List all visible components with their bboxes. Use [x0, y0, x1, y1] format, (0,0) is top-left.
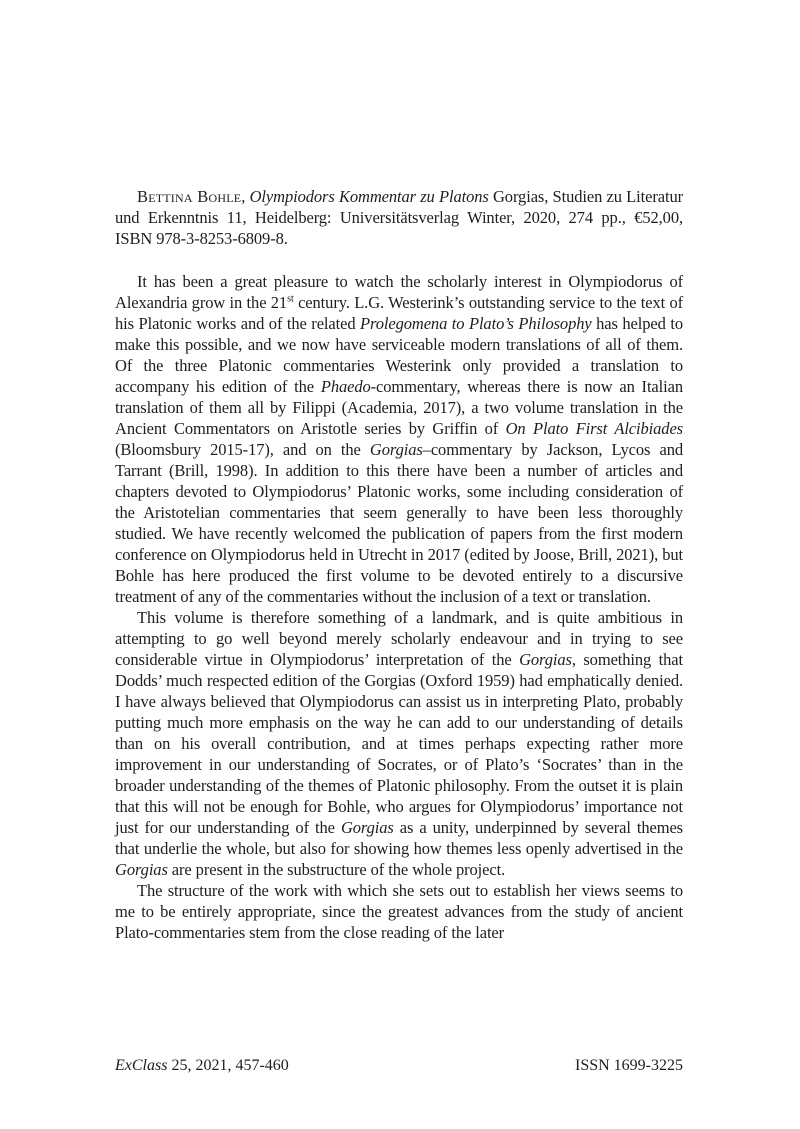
text-segment: –commentary by Jackson, Lycos and Tarrant (Brill, 1998). In addition to this there have been a number of articles and chapters devoted to Olympiodorus’ Platonic works, some including consideration of the Aristotelian commentaries that seem generally to have been less thoroughly studied. We have recently welcomed the publication of papers from the first modern conference on Olympiodorus held in Utrecht in 2017 (edited by Joose, Brill, 2021), but Bohle has here produced the first volume to be devoted entirely to a discursive treatment of any of the commentaries without the inclusion of a text or translation.	[115, 440, 683, 606]
journal-reference	[115, 1055, 289, 1076]
paragraph	[115, 607, 683, 880]
paragraph	[115, 271, 683, 607]
book-citation	[115, 186, 683, 249]
text-segment: as a unity, underpinned by several themes that underlie the whole, but also for showing how themes less openly advertised in the	[115, 818, 684, 858]
text-segment: , something that Dodds’ much respected edition of the Gorgias (Oxford 1959) had emphatically denied. I have always believed that Olympiodorus can assist us in interpreting Plato, probably putting much more emphasis on the way he can add to our understanding of details than on his overall contribution, and at times perhaps expecting rather more improvement in our understanding of Socrates, or of Plato’s ‘Socrates’ than in the broader understanding of the themes of Platonic philosophy. From the outset it is plain that this will not be enough for Bohle, who argues for Olympiodorus’ importance not just for our understanding of the	[115, 650, 684, 837]
text-segment: 25, 2021, 457-460	[167, 1057, 289, 1074]
page-footer	[115, 1055, 683, 1076]
text-column	[115, 186, 683, 943]
text-segment: Gorgias	[369, 440, 423, 459]
paragraph	[115, 880, 683, 943]
review-body	[115, 271, 683, 943]
text-segment: ExClass	[115, 1057, 168, 1074]
text-segment: The structure of the work with which she sets out to establish her views seems to me to be entirely appropriate, since the greatest advances from the study of ancient Plato-commentaries stem from the close reading of the later	[115, 881, 683, 942]
text-segment: has helped to make this possible, and we now have serviceable modern translations of all of them. Of the three Platonic commentaries Westerink only provided a translation to accompany his edition of the	[115, 314, 683, 396]
text-segment: Bettina Bohle	[137, 187, 242, 206]
text-segment: It has been a great pleasure to watch the scholarly interest in Olympiodorus of Alexandria grow in the 21	[115, 272, 683, 312]
text-segment: century. L.G. Westerink’s outstanding service to the text of his Platonic works and of the related	[115, 293, 684, 333]
text-segment: On Plato First Alcibiades	[505, 419, 683, 438]
text-segment: Gorgias	[115, 860, 168, 879]
text-segment: Gorgias	[340, 818, 394, 837]
issn: ISSN 1699-3225	[574, 1057, 683, 1074]
text-segment: Phaedo	[320, 377, 371, 396]
text-segment: Gorgias	[519, 650, 572, 669]
text-segment: Olympiodors Kommentar zu Platons	[249, 187, 489, 206]
text-segment: ,	[241, 187, 250, 206]
text-segment: st	[287, 293, 294, 305]
text-segment: are present in the substructure of the whole project.	[167, 860, 506, 879]
text-segment: -commentary, whereas there is now an Italian translation of them all by Filippi (Academia, 2017), a two volume translation in the Ancient Commentators on Aristotle series by Griffin of	[115, 377, 683, 438]
text-segment: (Bloomsbury 2015-17), and on the	[115, 440, 370, 459]
text-segment: This volume is therefore something of a landmark, and is quite ambitious in attempting to go well beyond merely scholarly endeavour and in trying to see considerable virtue in Olympiodorus’ interpretation of the	[115, 608, 683, 669]
text-segment: Prolegomena to Plato’s Philosophy	[360, 314, 592, 333]
text-segment: Gorgias, Studien zu Literatur und Erkenntnis 11, Heidelberg: Universitätsverlag Winter, 2020, 274 pp., €52,00, ISBN 978-3-8253-6809-8.	[115, 187, 683, 248]
